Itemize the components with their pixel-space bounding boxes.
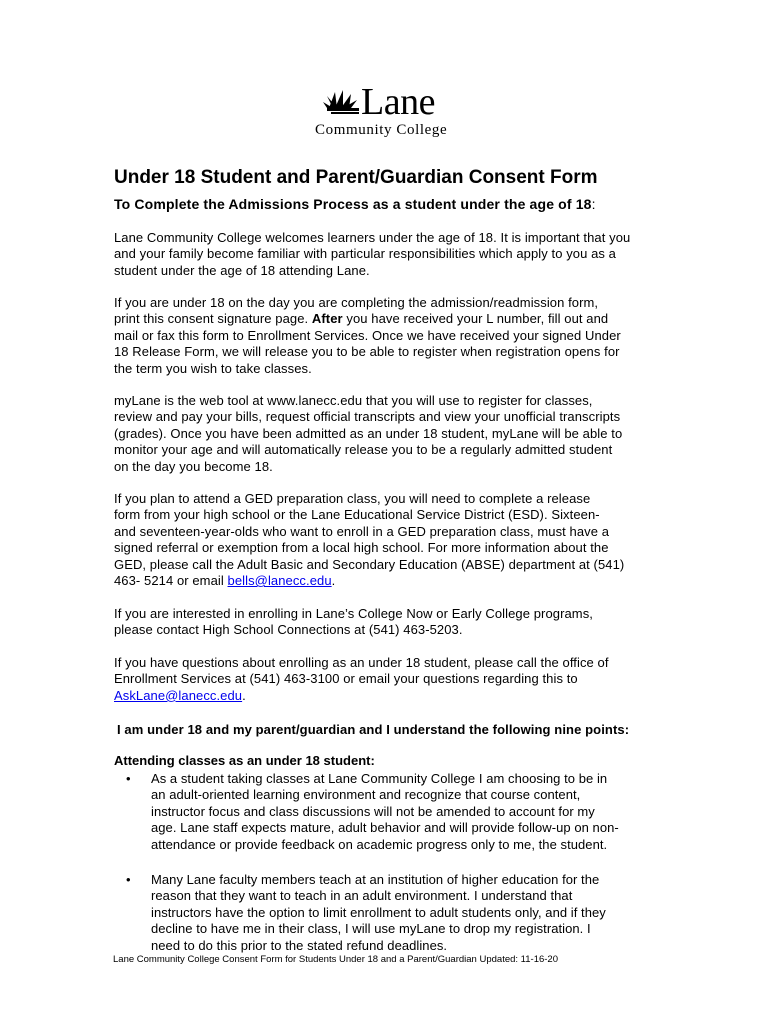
text-line: Lane Community College welcomes learners under the age of 18. It is important that you xyxy=(114,230,631,245)
ged-paragraph xyxy=(114,491,674,589)
text-segment: 463- 5214 or email xyxy=(114,573,228,589)
logo-subtitle: Community College xyxy=(315,122,448,138)
text-line: monitor your age and will automatically release you to be a regularly admitted student xyxy=(114,442,613,458)
text-segment: print this consent signature page. xyxy=(114,311,312,327)
attending-classes-heading: Attending classes as an under 18 student: xyxy=(114,753,375,768)
text-line xyxy=(114,688,674,704)
mylane-paragraph xyxy=(114,393,674,475)
text-line: decline to have me in their class, I will use myLane to drop my registration. I xyxy=(151,921,591,937)
sunburst-emblem-icon xyxy=(313,86,361,116)
text-line: need to do this prior to the stated refund deadlines. xyxy=(151,937,448,953)
text-segment: . xyxy=(242,687,246,703)
subtitle-text: To Complete the Admissions Process as a student under the age of 18 xyxy=(114,196,592,212)
welcome-paragraph xyxy=(114,230,674,279)
text-line: form from your high school or the Lane Educational Service District (ESD). Sixteen- xyxy=(114,507,600,523)
nine-points-heading: I am under 18 and my parent/guardian and I understand the following nine points: xyxy=(117,722,630,737)
list-item-text xyxy=(151,771,619,853)
text-line: If you are under 18 on the day you are completing the admission/readmission form, xyxy=(114,295,599,310)
text-line: please contact High School Connections at (541) 463-5203. xyxy=(114,622,463,638)
text-segment: you have received your L number, fill out and xyxy=(342,311,609,327)
text-line: (grades). Once you have been admitted as an under 18 student, myLane will be able to xyxy=(114,425,623,441)
text-line: reason that they want to teach in an adult environment. I understand that xyxy=(151,888,573,904)
bullet-icon: • xyxy=(126,771,131,786)
questions-paragraph xyxy=(114,655,674,704)
text-line xyxy=(114,573,674,589)
text-line: GED, please call the Adult Basic and Secondary Education (ABSE) department at (541) xyxy=(114,556,625,572)
text-line: and seventeen-year-olds who want to enroll in a GED preparation class, must have a xyxy=(114,523,610,539)
college-now-paragraph xyxy=(114,606,674,639)
text-line: the term you wish to take classes. xyxy=(114,360,312,376)
text-line xyxy=(114,311,674,327)
text-line: As a student taking classes at Lane Community College I am choosing to be in xyxy=(151,771,608,786)
text-line: If you plan to attend a GED preparation class, you will need to complete a release xyxy=(114,491,591,506)
text-line: instructors have the option to limit enrollment to adult students only, and if they xyxy=(151,904,606,920)
text-line: 18 Release Form, we will release you to be able to register when registration opens for xyxy=(114,344,620,360)
asklane-email-link[interactable]: AskLane@lanecc.edu xyxy=(114,687,243,703)
text-line: attendance or provide feedback on academic progress only to me, the student. xyxy=(151,836,608,852)
subtitle-colon: : xyxy=(591,196,596,212)
text-line: age. Lane staff expects mature, adult behavior and will provide follow-up on non- xyxy=(151,820,619,836)
text-line: an adult-oriented learning environment and recognize that course content, xyxy=(151,787,581,803)
text-segment: . xyxy=(331,573,336,589)
text-line: student under the age of 18 attending Lane. xyxy=(114,262,370,278)
page-title: Under 18 Student and Parent/Guardian Consent Form xyxy=(114,167,598,188)
text-line: on the day you become 18. xyxy=(114,458,273,474)
text-line: review and pay your bills, request official transcripts and view your unofficial transcripts xyxy=(114,409,621,425)
text-line: mail or fax this form to Enrollment Services. Once we have received your signed Under xyxy=(114,327,621,343)
lane-logo xyxy=(313,81,463,142)
text-line: If you are interested in enrolling in Lane’s College Now or Early College programs, xyxy=(114,606,593,621)
emphasis-after: After xyxy=(311,311,343,327)
logo-wordmark: Lane xyxy=(361,81,435,123)
bullet-icon: • xyxy=(126,872,131,887)
bells-email-link[interactable]: bells@lanecc.edu xyxy=(227,573,332,589)
consent-instructions-paragraph xyxy=(114,295,674,377)
text-line: myLane is the web tool at www.lanecc.edu that you will use to register for classes, xyxy=(114,393,593,408)
text-line: signed referral or exemption from a local high school. For more information about the xyxy=(114,540,609,556)
list-item-text xyxy=(151,872,606,954)
text-line: Enrollment Services at (541) 463-3100 or email your questions regarding this to xyxy=(114,671,578,687)
text-line: and your family become familiar with particular responsibilities which apply to you as a xyxy=(114,246,616,262)
text-line: instructor focus and class discussions will not be amended to account for my xyxy=(151,803,595,819)
text-line: If you have questions about enrolling as an under 18 student, please call the office of xyxy=(114,655,609,670)
text-line: Many Lane faculty members teach at an institution of higher education for the xyxy=(151,872,600,887)
page-subtitle xyxy=(114,195,596,213)
page-footer: Lane Community College Consent Form for Students Under 18 and a Parent/Guardian Updated: 11-16-20 xyxy=(113,954,558,965)
